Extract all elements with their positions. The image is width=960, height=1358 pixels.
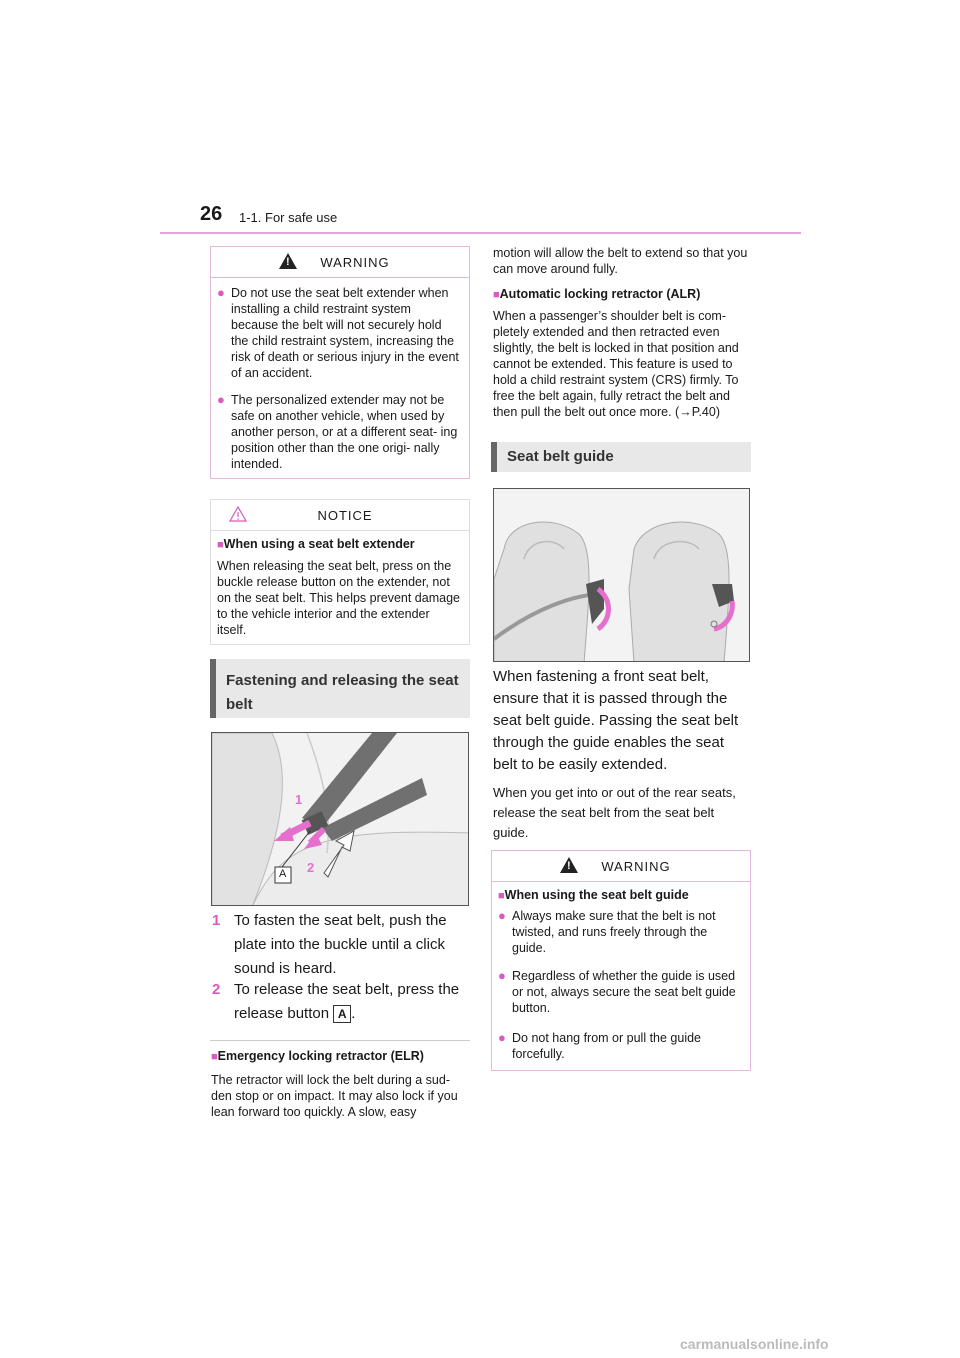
warning-title: WARNING — [320, 255, 390, 270]
warning-item: ● The personalized extender may not be safe on another vehicle, when used by another person, or at a different seat- ing position other than the one origi- nally intended. — [217, 392, 458, 471]
step-text: To fasten the seat belt, push the plate into the buckle until a click sound is heard. — [234, 912, 447, 977]
square-bullet-icon: ■ — [498, 890, 505, 902]
release-button-label: A — [333, 1005, 351, 1023]
bullet-icon: ● — [498, 968, 506, 983]
notice-subhead: ■When using a seat belt extender — [217, 537, 415, 551]
step-1 — [212, 909, 470, 981]
warning-box — [210, 246, 470, 479]
warning-box-guide — [491, 850, 751, 1071]
bullet-icon: ● — [217, 285, 225, 300]
notice-header — [211, 500, 469, 531]
elr-text-cont: motion will allow the belt to extend so that you can move around fully. — [493, 246, 748, 276]
section-heading-fastening: Fastening and releasing the seat belt — [210, 659, 470, 718]
step-text: To release the seat belt, press the release button A . — [234, 981, 460, 1022]
square-bullet-icon: ■ — [217, 539, 224, 551]
header-rule — [160, 232, 801, 234]
bullet-icon: ● — [217, 392, 225, 407]
warning-item: ● Always make sure that the belt is not twisted, and runs freely through the guide. — [498, 908, 716, 955]
guide-text: When fastening a front seat belt, ensure that it is passed through the seat belt guide. Passing the seat belt through the guide enables the seat belt to be easily extended. — [493, 668, 739, 773]
alr-subhead: ■Automatic locking retractor (ALR) — [493, 287, 701, 301]
guide-note: When you get into or out of the rear seats, release the seat belt from the seat belt guide. — [493, 785, 736, 840]
warning-title: WARNING — [601, 859, 671, 874]
watermark: carmanualsonline.info — [680, 1336, 829, 1352]
notice-box — [210, 499, 470, 645]
square-bullet-icon: ■ — [493, 289, 500, 301]
page-number: 26 — [200, 203, 223, 225]
figure-label-2: 2 — [307, 860, 315, 875]
bullet-icon: ● — [498, 908, 506, 923]
bullet-icon: ● — [498, 1030, 506, 1045]
step-number: 1 — [212, 912, 221, 929]
section-heading-guide: Seat belt guide — [491, 442, 751, 472]
fasten-belt-figure — [211, 732, 469, 906]
divider — [210, 1040, 470, 1041]
warning-subhead: ■When using the seat belt guide — [498, 888, 689, 902]
notice-text: When releasing the seat belt, press on the buckle release button on the extender, not on the seat belt. This helps prevent damage to the vehicle interior and the extender itself. — [217, 559, 460, 637]
warning-item: ● Do not use the seat belt extender when installing a child restraint system because the belt will not securely hold the child restraint system, increasing the risk of death or serious injury in the event of an accident. — [217, 285, 459, 380]
figure-label-1: 1 — [295, 792, 303, 807]
warning-item: ● Do not hang from or pull the guide forcefully. — [498, 1030, 702, 1061]
figure-label-a: A — [279, 868, 287, 880]
seat-guide-figure — [493, 488, 750, 662]
elr-text: The retractor will lock the belt during a sud- den stop or on impact. It may also lock if you lean forward too quickly. A slow, easy — [211, 1073, 458, 1119]
square-bullet-icon: ■ — [211, 1051, 218, 1063]
step-number: 2 — [212, 981, 221, 998]
elr-subhead: ■Emergency locking retractor (ELR) — [211, 1049, 424, 1063]
seat-guide-illustration — [494, 489, 750, 662]
alr-text: When a passenger’s shoulder belt is com- pletely extended and then retracted even slightly, the belt is locked in that position and cannot be extended. This feature is used to hold a child restraint system (CRS) firmly. To free the belt again, fully retract the belt and then pull the belt out once more. (→P.40) — [493, 309, 739, 419]
step-2 — [212, 978, 470, 1028]
section-title: 1-1. For safe use — [239, 210, 338, 225]
warning-item: ● Regardless of whether the guide is used or not, always secure the seat belt guide button. — [498, 968, 736, 1015]
notice-title: NOTICE — [317, 508, 373, 523]
warning-header — [492, 851, 750, 882]
seat-illustration — [212, 733, 469, 906]
warning-header — [211, 247, 469, 278]
